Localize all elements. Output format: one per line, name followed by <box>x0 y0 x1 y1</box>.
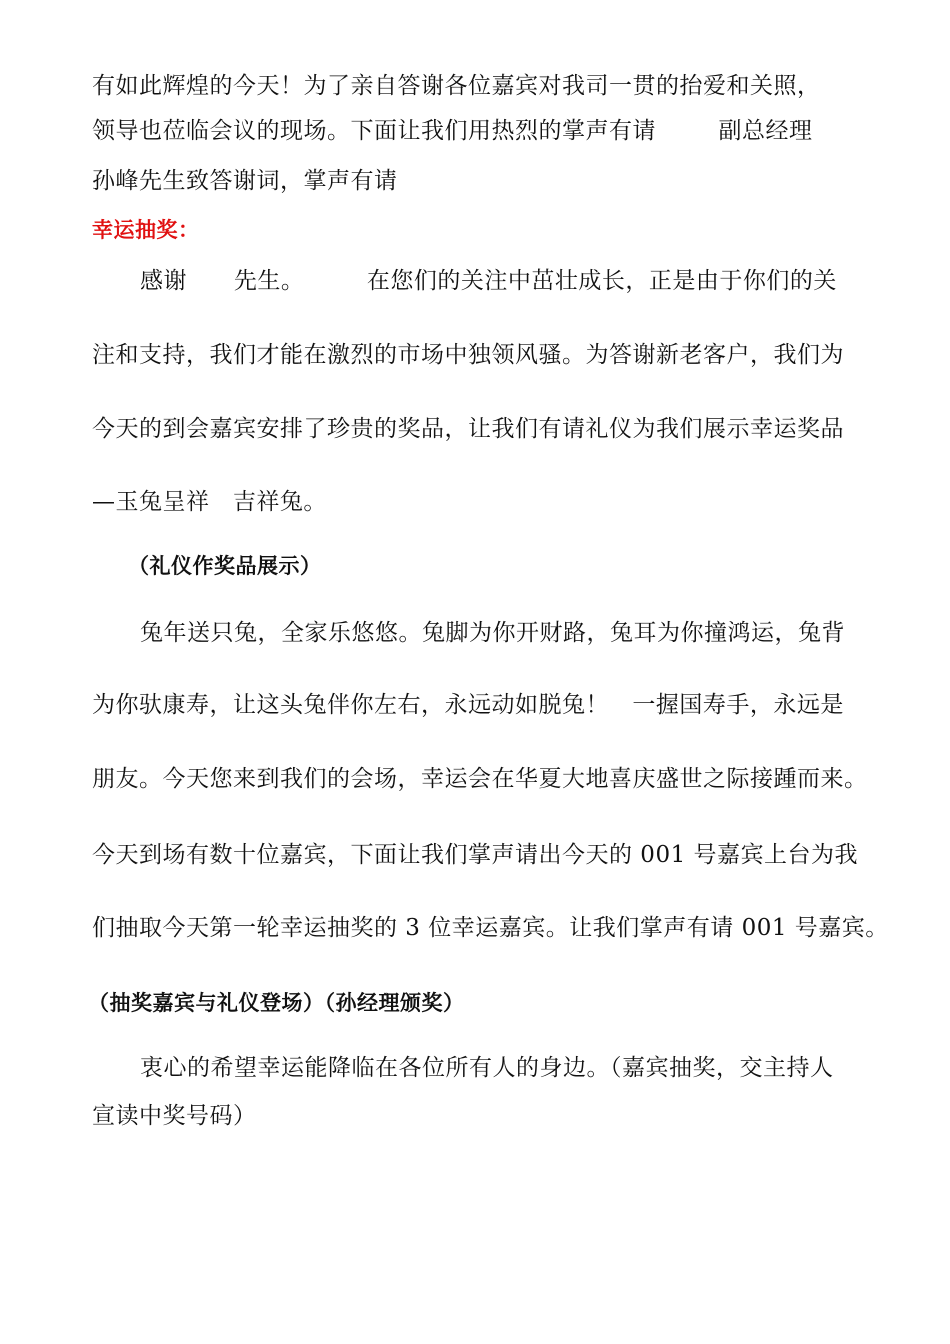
para2-line-3: 朋友。今天您来到我们的会场，幸运会在华夏大地喜庆盛世之际接踵而来。 <box>92 766 868 792</box>
stage-direction-1: （礼仪作奖品展示） <box>128 554 322 578</box>
para2-line-2: 为你驮康寿，让这头兔伴你左右，永远动如脱兔！ 一握国寿手，永远是 <box>92 692 844 718</box>
section-heading: 幸运抽奖： <box>92 218 200 242</box>
para1-line-1: 感谢 先生。 在您们的关注中茁壮成长，正是由于你们的关 <box>140 268 837 294</box>
para3-line-2: 宣读中奖号码） <box>92 1103 257 1129</box>
intro-line-2: 领导也莅临会议的现场。下面让我们用热烈的掌声有请 副总经理 <box>92 118 813 144</box>
para2-line-5: 们抽取今天第一轮幸运抽奖的 3 位幸运嘉宾。让我们掌声有请 001 号嘉宾。 <box>92 915 889 941</box>
para1-line-4: —玉兔呈祥 吉祥兔。 <box>92 489 327 515</box>
para2-line-1: 兔年送只兔，全家乐悠悠。兔脚为你开财路，兔耳为你撞鸿运，兔背 <box>140 620 845 646</box>
para3-line-1: 衷心的希望幸运能降临在各位所有人的身边。（嘉宾抽奖，交主持人 <box>140 1055 834 1081</box>
para1-line-3: 今天的到会嘉宾安排了珍贵的奖品，让我们有请礼仪为我们展示幸运奖品 <box>92 416 844 442</box>
para2-line-4: 今天到场有数十位嘉宾，下面让我们掌声请出今天的 001 号嘉宾上台为我 <box>92 842 859 868</box>
para1-line-2: 注和支持，我们才能在激烈的市场中独领风骚。为答谢新老客户，我们为 <box>92 342 844 368</box>
intro-line-3: 孙峰先生致答谢词，掌声有请 <box>92 168 398 194</box>
stage-direction-2: （抽奖嘉宾与礼仪登场）（孙经理颁奖） <box>88 991 465 1015</box>
intro-line-1: 有如此辉煌的今天！为了亲自答谢各位嘉宾对我司一贯的抬爱和关照， <box>92 73 821 99</box>
